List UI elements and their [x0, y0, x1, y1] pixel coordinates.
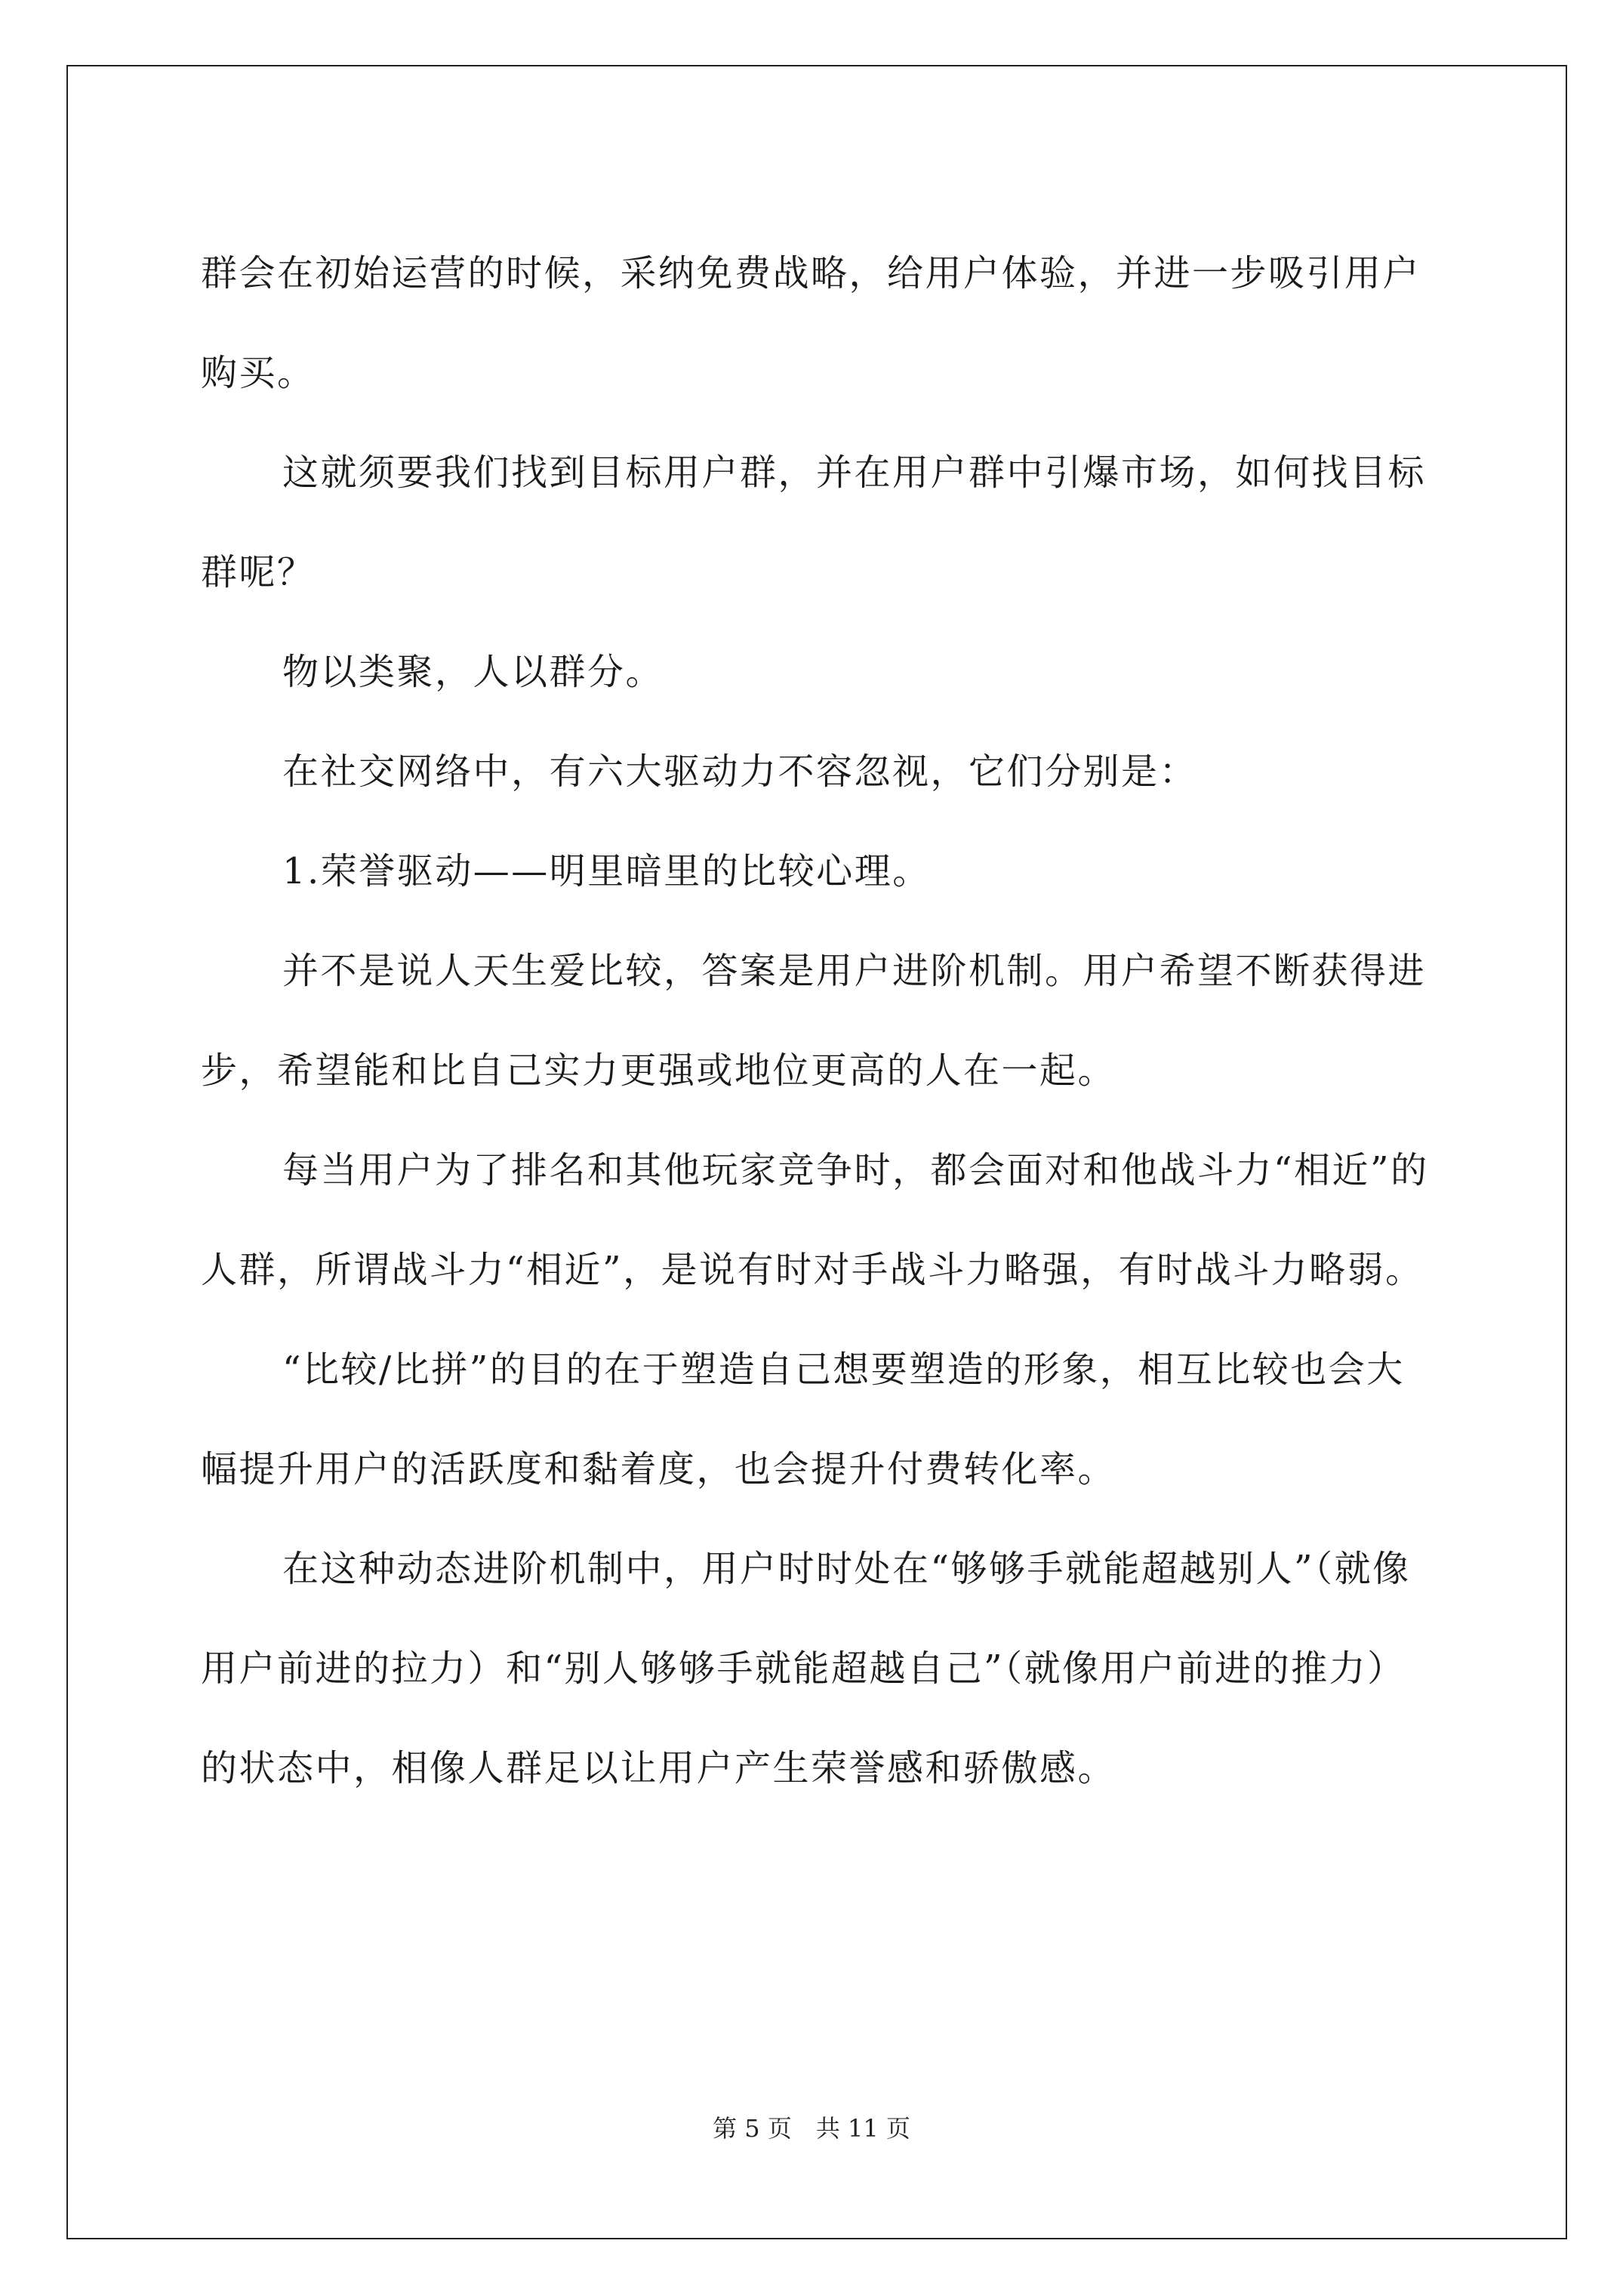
paragraph-5-heading: 1.荣誉驱动——明里暗里的比较心理。: [282, 850, 931, 892]
paragraph-7: 每当用户为了排名和其他玩家竞争时，都会面对和他战斗力“相近”的人群，所谓战斗力“相近”，是说有时对手战斗力略强，有时战斗力略弱。: [201, 1149, 1429, 1291]
paragraph-4: 在社交网络中，有六大驱动力不容忽视，它们分别是：: [282, 750, 1198, 793]
paragraph-3: 物以类聚，人以群分。: [282, 651, 664, 693]
paragraph-8: “比较/比拼”的目的在于塑造自己想要塑造的形象，相互比较也会大幅提升用户的活跃度和黏着度，也会提升付费转化率。: [201, 1348, 1405, 1490]
paragraph-1: 群会在初始运营的时候，采纳免费战略，给用户体验，并进一步吸引用户购买。: [201, 252, 1421, 394]
paragraph-6: 并不是说人天生爱比较，答案是用户进阶机制。用户希望不断获得进步，希望能和比自己实力更强或地位更高的人在一起。: [201, 950, 1427, 1092]
paragraph-9: 在这种动态进阶机制中，用户时时处在“够够手就能超越别人”（就像用户前进的拉力）和“别人够够手就能超越自己”（就像用户前进的推力）的状态中，相像人群足以让用户产生荣誉感和骄傲感。: [201, 1548, 1411, 1789]
paragraph-2: 这就须要我们找到目标用户群，并在用户群中引爆市场，如何找目标群呢？: [201, 451, 1427, 593]
page-number-footer: 第 5 页 共 11 页: [713, 2114, 910, 2143]
document-body: [201, 223, 1436, 1818]
